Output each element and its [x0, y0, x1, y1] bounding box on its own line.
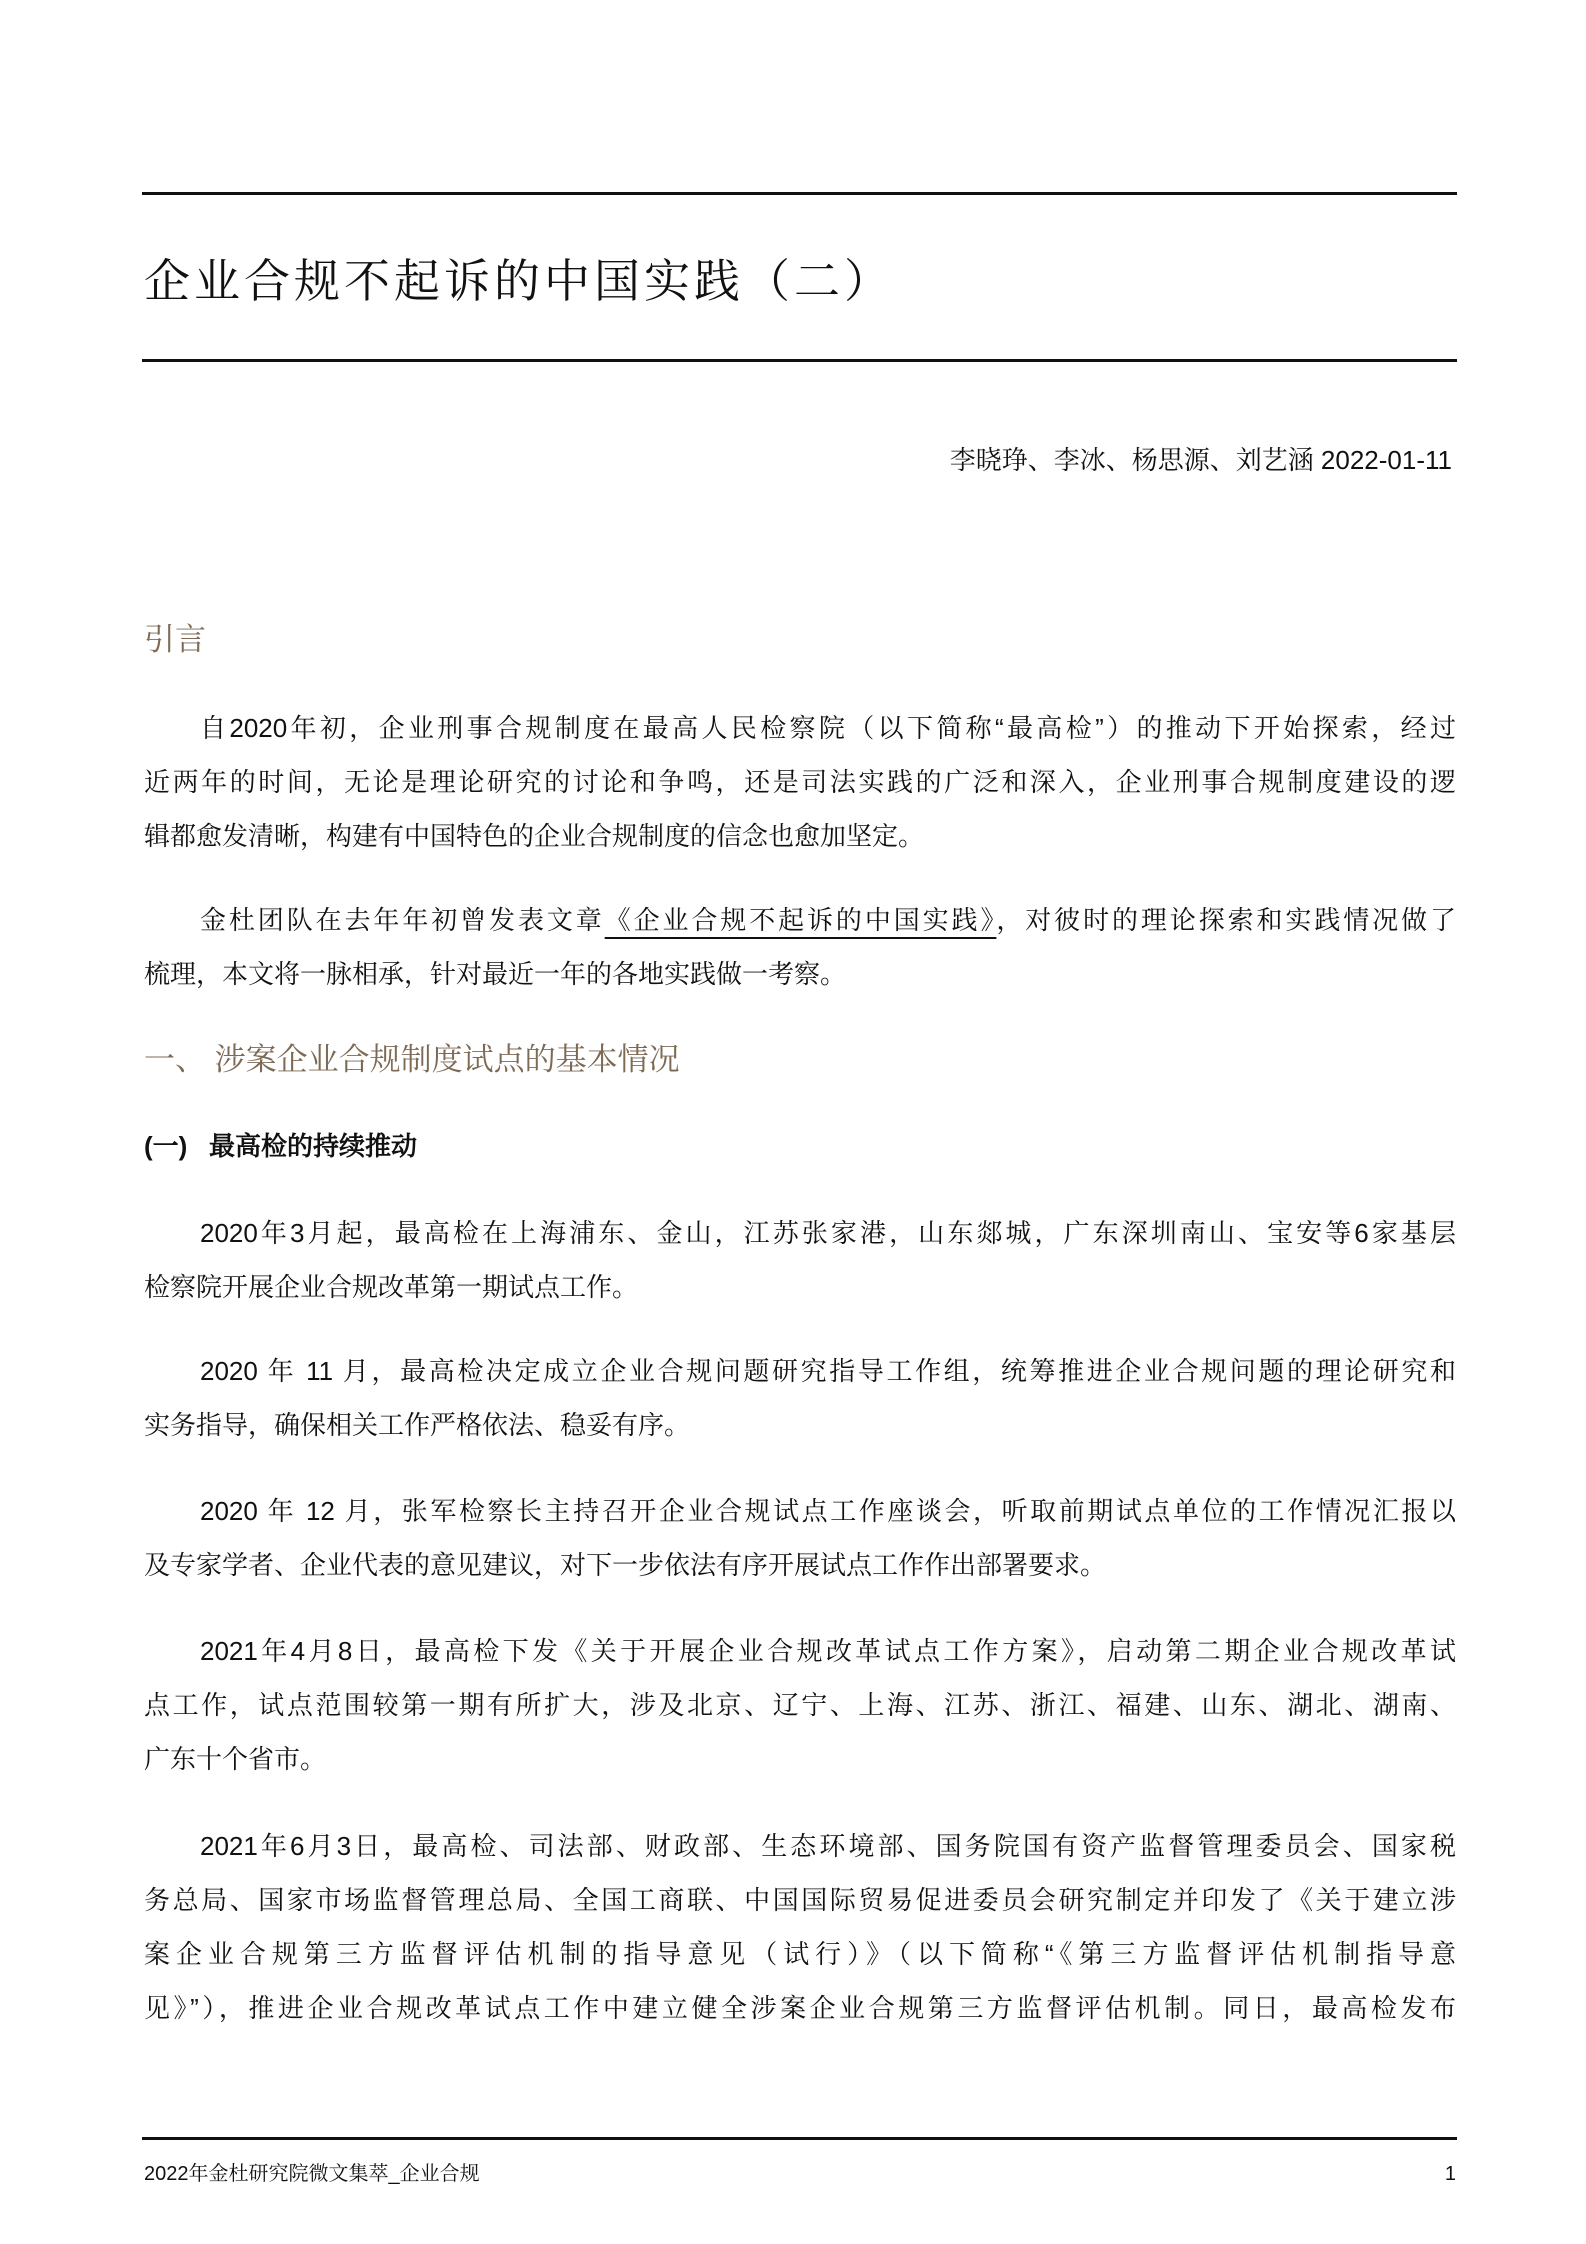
- text-line: [144, 893, 1456, 947]
- text: ，对彼时的理论探索和实践情况做了: [996, 905, 1456, 935]
- title-rule: [142, 359, 1457, 362]
- text-line: 实务指导，确保相关工作严格依法、稳妥有序。: [144, 1410, 691, 1440]
- text-line: 梳理，本文将一脉相承，针对最近一年的各地实践做一考察。: [144, 959, 847, 989]
- text-line: 检察院开展企业合规改革第一期试点工作。: [144, 1272, 639, 1302]
- paragraph: [144, 1484, 1456, 1592]
- top-rule: [142, 192, 1457, 195]
- text-line: 2021年6月3日，最高检、司法部、财政部、生态环境部、国务院国有资产监督管理委员会、国家税: [200, 1831, 1456, 1861]
- paragraph: [144, 1819, 1456, 2035]
- section-heading-1: 一、 涉案企业合规制度试点的基本情况: [144, 1042, 680, 1077]
- subsection-heading-1: (一) 最高检的持续推动: [144, 1131, 417, 1161]
- article-link[interactable]: 《企业合规不起诉的中国实践》: [604, 905, 997, 935]
- page-number: 1: [1444, 2163, 1456, 2185]
- text-line: 自2020年初，企业刑事合规制度在最高人民检察院（以下简称“最高检”）的推动下开始探索，经过: [200, 713, 1456, 743]
- text-line: 广东十个省市。: [144, 1744, 327, 1774]
- text-line: 2020 年 12 月，张军检察长主持召开企业合规试点工作座谈会，听取前期试点单位的工作情况汇报以: [200, 1496, 1456, 1526]
- text-line: 2020年3月起，最高检在上海浦东、金山，江苏张家港，山东郯城，广东深圳南山、宝安等6家基层: [200, 1218, 1456, 1248]
- byline: 李晓琤、李冰、杨思源、刘艺涵 2022-01-11: [949, 445, 1452, 475]
- text-line: 辑都愈发清晰，构建有中国特色的企业合规制度的信念也愈加坚定。: [144, 821, 925, 851]
- paragraph: [144, 1344, 1456, 1452]
- intro-paragraph-1: [144, 701, 1456, 863]
- paragraph: [144, 1624, 1456, 1786]
- footer-title: 2022年金杜研究院微文集萃_企业合规: [144, 2163, 480, 2185]
- text-line: 案企业合规第三方监督评估机制的指导意见（试行）》（以下简称“《第三方监督评估机制指导意: [144, 1939, 1456, 1969]
- text-line: 近两年的时间，无论是理论研究的讨论和争鸣，还是司法实践的广泛和深入，企业刑事合规制度建设的逻: [144, 767, 1456, 797]
- text-line: 2021年4月8日，最高检下发《关于开展企业合规改革试点工作方案》，启动第二期企业合规改革试: [200, 1636, 1456, 1666]
- text-line: 及专家学者、企业代表的意见建议，对下一步依法有序开展试点工作作出部署要求。: [144, 1550, 1107, 1580]
- page-title: 企业合规不起诉的中国实践（二）: [144, 255, 894, 307]
- intro-heading: 引言: [144, 622, 206, 657]
- footer-rule: [142, 2137, 1457, 2140]
- intro-paragraph-2: [144, 893, 1456, 1001]
- text-line: 见》”），推进企业合规改革试点工作中建立健全涉案企业合规第三方监督评估机制。同日，最高检发布: [144, 1993, 1456, 2023]
- text-line: 点工作，试点范围较第一期有所扩大，涉及北京、辽宁、上海、江苏、浙江、福建、山东、湖北、湖南、: [144, 1690, 1456, 1720]
- paragraph: [144, 1206, 1456, 1314]
- text-line: 务总局、国家市场监督管理总局、全国工商联、中国国际贸易促进委员会研究制定并印发了《关于建立涉: [144, 1885, 1456, 1915]
- text-line: 2020 年 11 月，最高检决定成立企业合规问题研究指导工作组，统筹推进企业合规问题的理论研究和: [200, 1356, 1456, 1386]
- text: 金杜团队在去年年初曾发表文章: [200, 905, 605, 935]
